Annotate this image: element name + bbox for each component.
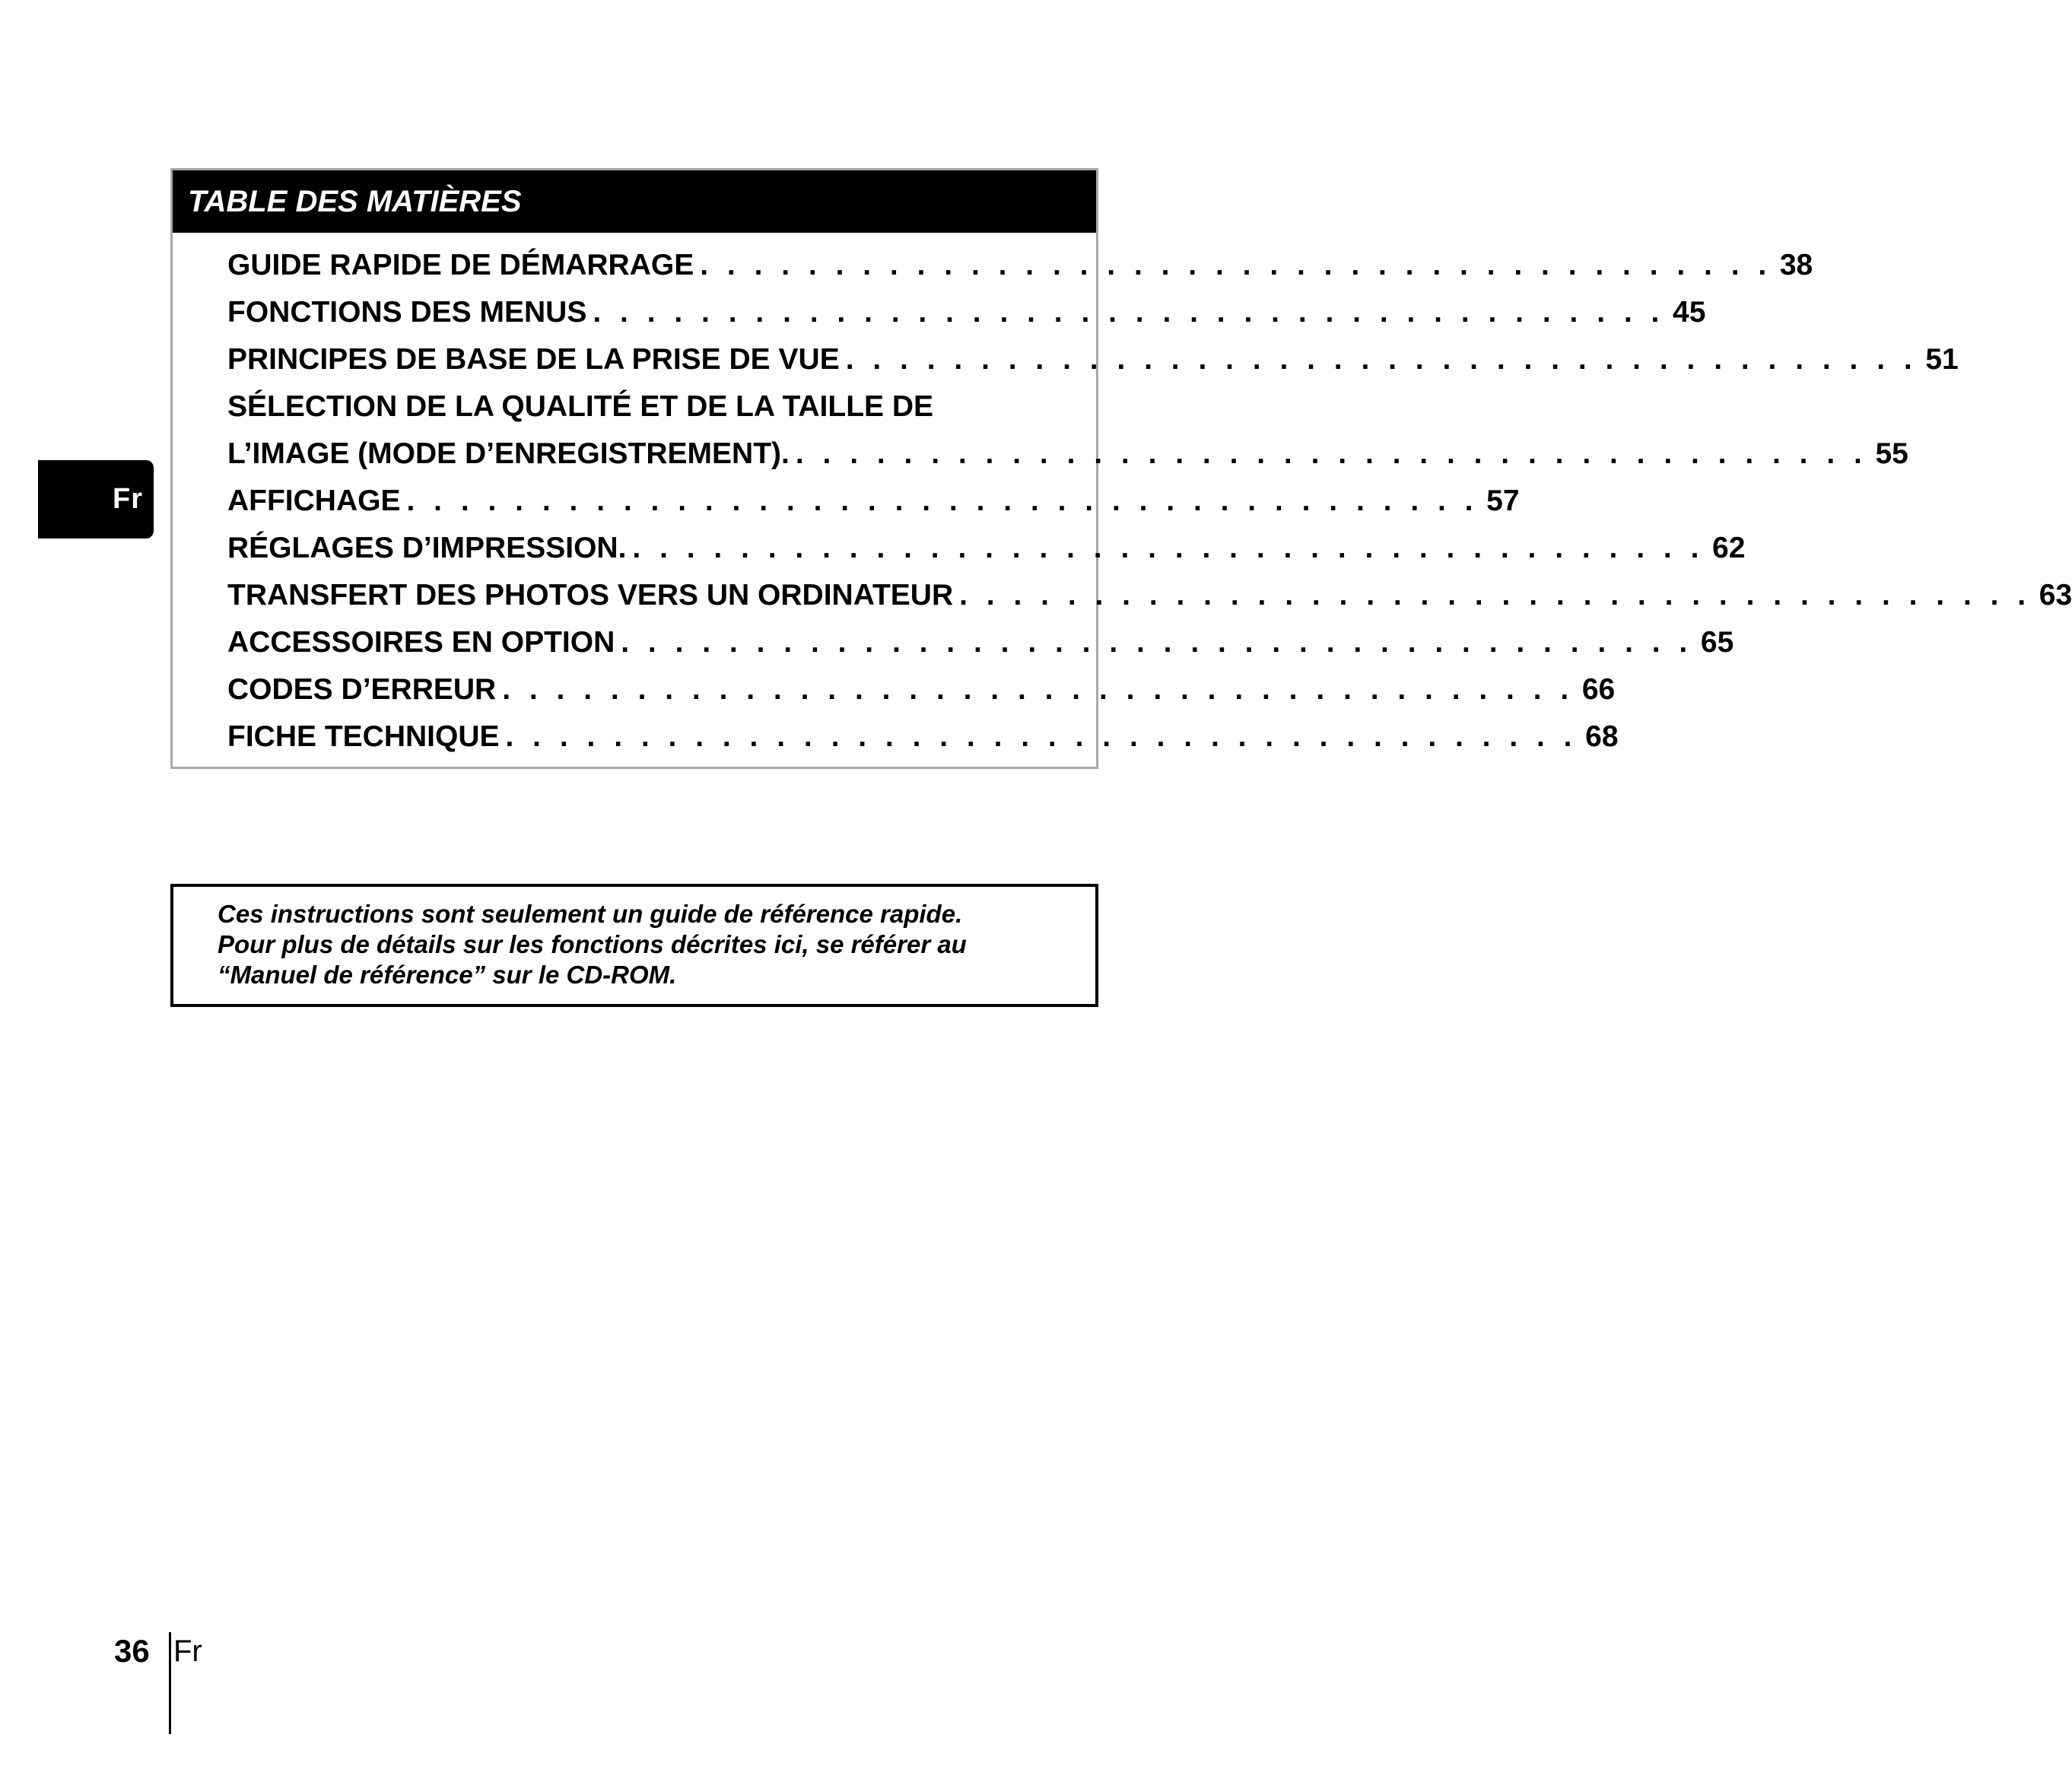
toc-entry xyxy=(227,383,1057,430)
toc-entry-page: 57 xyxy=(1486,484,1520,517)
footer-divider xyxy=(169,1632,171,1734)
toc-entry-page: 45 xyxy=(1673,296,1706,329)
toc-entry-title: AFFICHAGE xyxy=(227,484,401,517)
note-line: “Manuel de référence” sur le CD-ROM. xyxy=(218,961,677,989)
toc-entry-page: 66 xyxy=(1581,673,1616,706)
toc-entry-title: ACCESSOIRES EN OPTION xyxy=(227,626,615,659)
toc-entry xyxy=(227,336,1959,383)
toc-entry-page: 38 xyxy=(1779,249,1813,281)
footer-language: Fr xyxy=(173,1634,202,1668)
page-number: 36 xyxy=(114,1633,150,1669)
toc-entry xyxy=(227,666,1616,713)
toc-entry xyxy=(227,242,1813,289)
toc-entry-title: FONCTIONS DES MENUS xyxy=(227,296,587,329)
table-of-contents xyxy=(170,168,2072,769)
language-tab-label: Fr xyxy=(113,483,143,515)
toc-entry-title: GUIDE RAPIDE DE DÉMARRAGE xyxy=(227,249,694,281)
toc-entry-page: 65 xyxy=(1700,626,1734,659)
toc-dot-leader: . . . . . . . . . . . . . . . . . . . . . . . . . . . . . . . . . . . . . . . . xyxy=(406,484,1479,517)
toc-entry-title: RÉGLAGES D’IMPRESSION. xyxy=(227,532,627,564)
toc-entry-page: 51 xyxy=(1925,343,1959,376)
toc-entry-title: PRINCIPES DE BASE DE LA PRISE DE VUE xyxy=(227,343,840,376)
toc-entry-title: SÉLECTION DE LA QUALITÉ ET DE LA TAILLE DE xyxy=(227,390,934,423)
toc-entry-page: 62 xyxy=(1712,532,1746,564)
toc-entry xyxy=(227,619,1734,666)
toc-dot-leader: . . . . . . . . . . . . . . . . . . . . . . . . . . . . . . . . . . . . . . . . xyxy=(959,579,2032,612)
toc-heading: TABLE DES MATIÈRES xyxy=(173,170,1096,233)
toc-list xyxy=(227,242,2072,761)
toc-entry xyxy=(227,289,1706,336)
toc-entry-title: L’IMAGE (MODE D’ENREGISTREMENT). xyxy=(227,437,790,470)
toc-dot-leader: . . . . . . . . . . . . . . . . . . . . . . . . . . . . . . . . . . . . . . . . xyxy=(621,626,1693,659)
toc-entry-page: 68 xyxy=(1585,720,1619,753)
toc-dot-leader: . . . . . . . . . . . . . . . . . . . . . . . . . . . . . . . . . . . . . . . . xyxy=(795,437,1867,470)
toc-entry-title: TRANSFERT DES PHOTOS VERS UN ORDINATEUR xyxy=(227,579,954,612)
toc-dot-leader: . . . . . . . . . . . . . . . . . . . . . . . . . . . . . . . . . . . . . . . . xyxy=(700,249,1772,281)
toc-entry xyxy=(227,430,1908,478)
toc-entry xyxy=(227,713,1619,761)
note-line: Ces instructions sont seulement un guide de référence rapide. xyxy=(218,900,963,928)
toc-entry-title: FICHE TECHNIQUE xyxy=(227,720,500,753)
toc-dot-leader: . . . . . . . . . . . . . . . . . . . . . . . . . . . . . . . . . . . . . . . . xyxy=(502,673,1575,706)
toc-dot-leader: . . . . . . . . . . . . . . . . . . . . . . . . . . . . . . . . . . . . . . . . xyxy=(593,296,1665,329)
toc-entry xyxy=(227,572,2072,619)
toc-dot-leader: . . . . . . . . . . . . . . . . . . . . . . . . . . . . . . . . . . . . . . . . xyxy=(845,343,1918,376)
toc-entry-page: 63 xyxy=(2039,579,2072,612)
language-tab xyxy=(38,460,154,538)
toc-entry xyxy=(227,525,1746,572)
toc-dot-leader: . . . . . . . . . . . . . . . . . . . . . . . . . . . . . . . . . . . . . . . . xyxy=(505,720,1578,753)
toc-entry xyxy=(227,478,1520,525)
note-line: Pour plus de détails sur les fonctions décrites ici, se référer au xyxy=(218,930,967,958)
note-box xyxy=(170,884,1098,1007)
toc-dot-leader: . . . . . . . . . . . . . . . . . . . . . . . . . . . . . . . . . . . . . . . . xyxy=(632,532,1705,564)
toc-entry-page: 55 xyxy=(1875,437,1908,470)
toc-entry-title: CODES D’ERREUR xyxy=(227,673,497,706)
